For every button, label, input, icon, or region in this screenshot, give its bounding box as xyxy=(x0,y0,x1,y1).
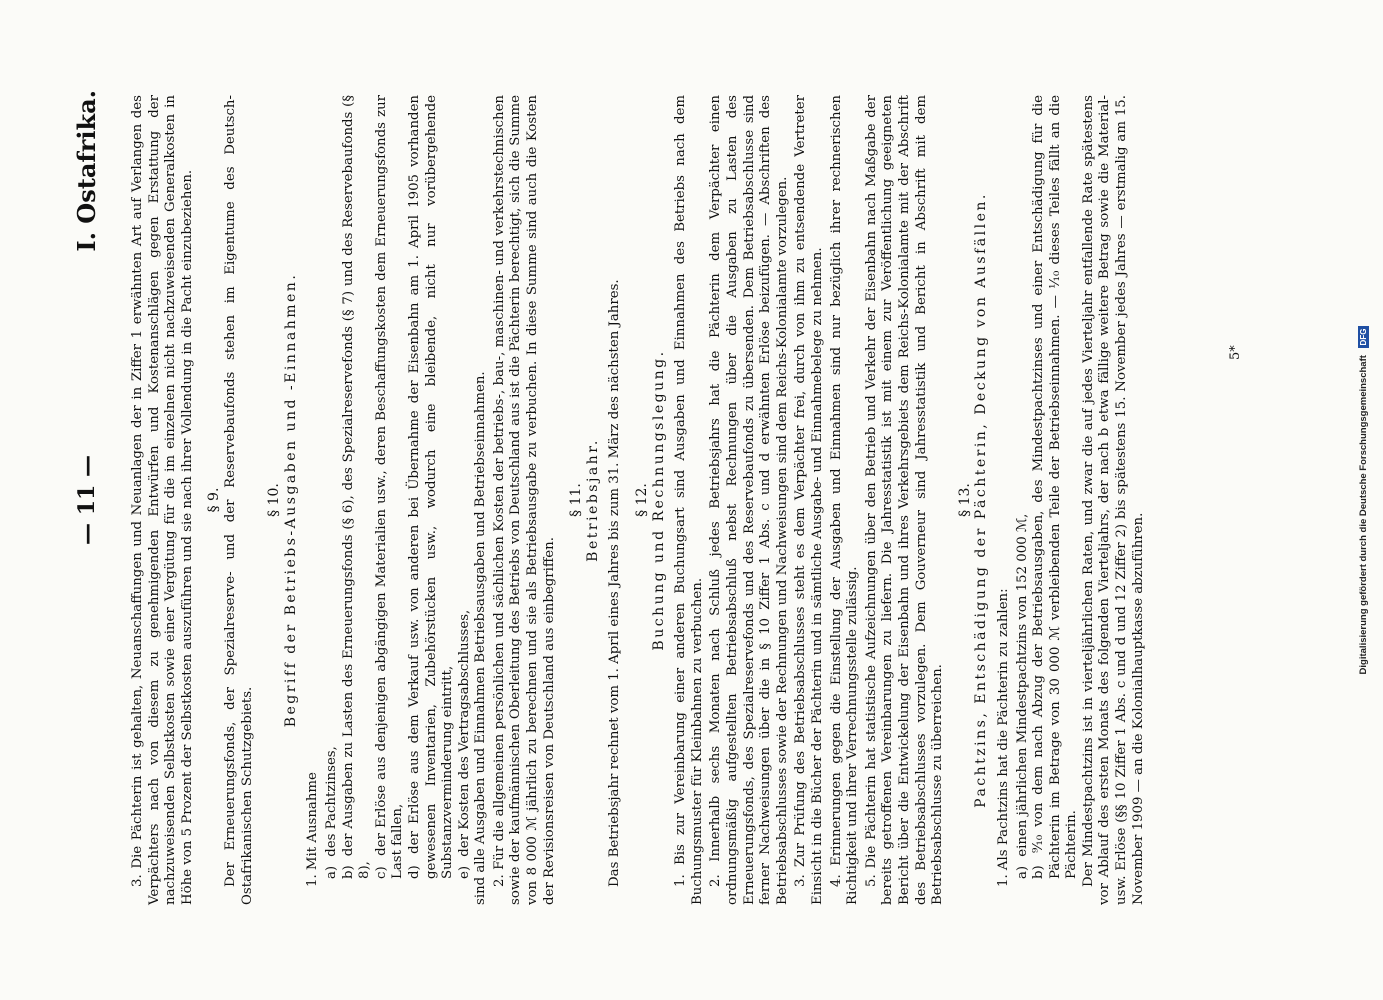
dfg-logo: DFG xyxy=(1358,326,1369,349)
section-12-paragraph-3: 3. Zur Prüfung des Betriebsabschlusses steht es dem Verpächter frei, durch von ihm zu entsendende Vertreter Einsicht in die Bücher der Pächterin und in sämtliche Ausgabe- und Einnahmebelege zu nehmen. xyxy=(793,95,825,905)
item-marker: d) xyxy=(406,865,422,879)
section-12-title: Buchung und Rechnungslegung. xyxy=(650,349,667,651)
page-number: — 11 — xyxy=(74,455,100,545)
list-item xyxy=(1015,95,1032,879)
digitization-credit xyxy=(1358,0,1372,1000)
section-10-conclusion: sind alle Ausgaben und Einnahmen Betriebsausgaben und Betriebseinnahmen. xyxy=(473,371,489,905)
item-text: der Erlöse aus denjenigen abgängigen Materialien usw., deren Beschaffungskosten dem Erneuerungsfonds zur Last fallen, xyxy=(373,95,406,879)
credit-line xyxy=(1358,0,1369,1000)
item-marker: a) xyxy=(323,865,339,879)
section-12-paragraph-1: 1. Bis zur Vereinbarung einer anderen Buchungsart sind Ausgaben und Einnahmen des Betriebs nach dem Buchungsmuster für Kleinbahnen zu verbuchen. xyxy=(673,95,705,905)
section-13-title: Pachtzins, Entschädigung der Pächterin, Deckung von Ausfällen. xyxy=(973,192,990,808)
section-10-title: Begriff der Betriebs-Ausgaben und -Einnahmen. xyxy=(282,272,299,728)
document-body xyxy=(130,95,1149,905)
section-12-paragraph-5: 5. Die Pächterin hat statistische Aufzeichnungen über den Betrieb und Verkehr der Eisenbahn nach Maßgabe der bereits getroffenen Vereinbarungen zu liefern. Die Jahresstatistik ist mit einem zur Veröffentlichung geeigneten Bericht über die Entwickelung der Eisenbahn und ihres Verkehrsgebiets dem Reichs-Kolonialamte mit der Abschrift des Betriebsabschlusses vorzulegen. Dem Gouverneur sind Jahresstatistik und Bericht in Abschrift mit dem Betriebsabschlusse zu überreichen. xyxy=(863,95,946,905)
list-item xyxy=(457,95,474,879)
page-header xyxy=(68,90,118,910)
item-text: einen jährlichen Mindestpachtzins von 152 000 ℳ, xyxy=(1014,513,1030,857)
section-11-title: Betriebsjahr. xyxy=(584,438,601,562)
section-11-text: Das Betriebsjahr rechnet vom 1. April eines Jahres bis zum 31. März des nächsten Jahres. xyxy=(607,279,623,887)
section-9-text: Der Erneuerungsfonds, der Spezialreserve- und der Reservebaufonds stehen im Eigentume des Deutsch-Ostafrikanischen Schutzgebiets. xyxy=(222,95,255,905)
signature-mark: 5* xyxy=(1228,345,1243,360)
section-10-paragraph-2: 2. Für die allgemeinen persönlichen und sächlichen Kosten der betriebs-, bau-, maschinen- und verkehrstechnischen sowie der kaufmännischen Oberleitung des Betriebs von Deutschland aus ist die Pächterin berechtigt, sich die Summe von 8 000 ℳ jährlich zu berechnen und sie als Betriebsausgabe zu verbuchen. In diese Summe sind auch die Kosten der Revisionsreisen von Deutschland aus einbegriffen. xyxy=(491,95,557,905)
list-item xyxy=(1031,95,1081,879)
item-marker: c) xyxy=(373,866,389,879)
section-13-number: § 13. xyxy=(956,483,973,517)
item-marker: b) xyxy=(340,865,356,879)
section-12-paragraph-2: 2. Innerhalb sechs Monaten nach Schluß jedes Betriebsjahrs hat die Pächterin dem Verpächter einen ordnungsmäßig aufgestellten Betriebsabschluß nebst Rechnungen über die Ausgaben zu Lasten des Erneuerungsfonds, des Spezialreservefonds und des Reservebaufonds zu übersenden. Dem Betriebsabschlusse sind ferner Nachweisungen über die in § 10 Ziffer 1 Abs. c und d erwähnten Erlöse beizufügen. — Abschriften des Betriebsabschlusses sowie der Rechnungen und Nachweisungen sind dem Reichs-Kolonialamte vorzulegen. xyxy=(708,95,790,905)
item-text: ⁹⁄₁₀ von dem nach Abzug der Betriebsausgaben, des Mindestpachtzinses und einer Entschädigung für die Pächterin im Betrage von 30 000 ℳ verbleibenden Teile der Betriebseinnahmen. — ¹⁄₁₀ dieses Teiles fällt an die Pächterin. xyxy=(1031,95,1080,879)
section-10-intro: 1. Mit Ausnahme xyxy=(305,772,321,887)
section-10-exceptions-list xyxy=(324,95,473,905)
running-head: I. Ostafrika. xyxy=(72,90,101,252)
section-11-number: § 11. xyxy=(568,483,585,517)
paragraph-3: 3. Die Pächterin ist gehalten, Neuanschaffungen und Neuanlagen der in Ziffer 1 erwähnten Art auf Verlangen des Verpächters nach von diesem zu genehmigenden Entwürfen und Kostenanschlägen gegen Erstattung der nachzuweisenden Selbstkosten sowie einer Vergütung für die im einzelnen nicht nachzuweisenden Generalkosten in Höhe von 5 Prozent der Selbstkosten auszuführen und sie nach ihrer Vollendung in die Pacht einzubeziehen. xyxy=(130,95,195,905)
item-marker: a) xyxy=(1014,865,1030,879)
section-13-paragraph-2: Der Mindestpachtzins ist in vierteljährlichen Raten, und zwar die auf jedes Vierteljahr entfallende Rate spätestens vor Ablauf des ersten Monats des folgenden Vierteljahrs, der nach b etwa fällige weitere Betrag sowie die Material- usw. Erlöse (§§ 10 Ziffer 1 Abs. c und d und 12 Ziffer 2) bis spätestens 15. November jedes Jahres — erstmalig am 15. November 1909 — an die Kolonialhauptkasse abzuführen. xyxy=(1080,95,1146,905)
section-13-intro: 1. Als Pachtzins hat die Pächterin zu zahlen: xyxy=(995,588,1011,887)
item-text: der Kosten des Vertragsabschlusses, xyxy=(456,609,472,857)
list-item xyxy=(407,95,457,879)
section-13-list xyxy=(1015,95,1081,905)
list-item xyxy=(374,95,407,879)
section-12-number: § 12. xyxy=(634,483,651,517)
list-item xyxy=(341,95,374,879)
section-10-number: § 10. xyxy=(266,483,283,517)
section-12-paragraph-4: 4. Erinnerungen gegen die Einstellung der Ausgaben und Einnahmen sind nur bezüglich ihrer rechnerischen Richtigkeit und ihrer Verrechnungsstelle zulässig. xyxy=(828,95,861,905)
item-text: der Erlöse aus dem Verkauf usw. von anderen bei Übernahme der Eisenbahn am 1. April 1905 vorhanden gewesenen Inventarien, Zubehörstücken usw., wodurch eine bleibende, nicht nur vorübergehende Substanzverminderung eintritt, xyxy=(406,95,456,879)
item-marker: e) xyxy=(456,865,472,879)
item-text: des Pachtzinses, xyxy=(323,746,339,857)
item-marker: b) xyxy=(1031,865,1047,879)
section-9-number: § 9. xyxy=(206,487,223,513)
item-text: der Ausgaben zu Lasten des Erneuerungsfonds (§ 6), des Spezialreservefonds (§ 7) und des Reservebaufonds (§ 8), xyxy=(340,95,373,879)
list-item xyxy=(324,95,341,879)
credit-text: Digitalisierung gefördert durch die Deutsche Forschungsgemeinschaft xyxy=(1358,355,1370,675)
